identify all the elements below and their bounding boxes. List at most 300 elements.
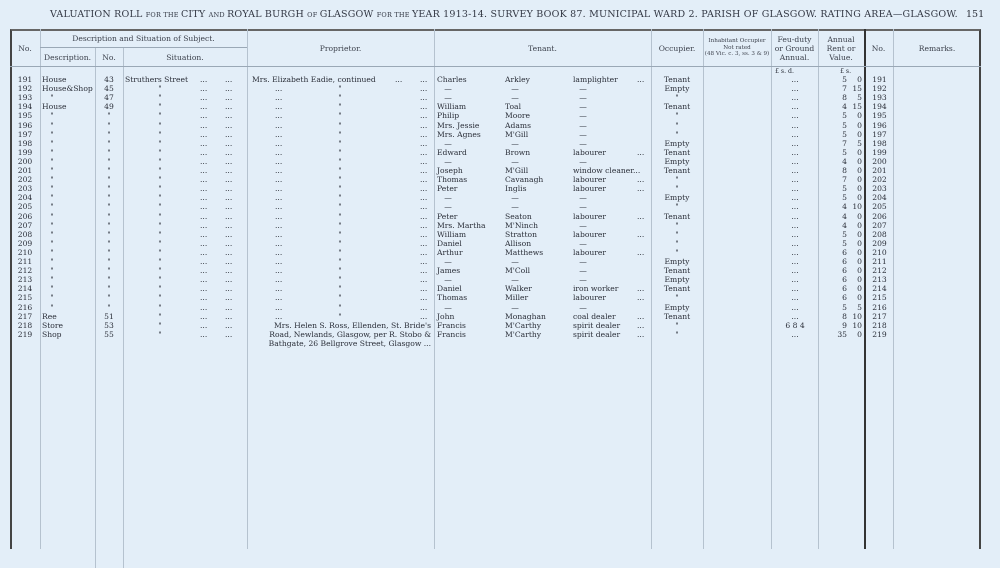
tenant-surname: M'Gill: [505, 166, 529, 175]
street-number: ": [107, 147, 111, 157]
tenant-surname: Monaghan: [505, 311, 546, 321]
tenant-first-name: Mrs. Jessie: [437, 120, 480, 130]
leader-dots: ...: [225, 120, 233, 130]
leader-dots: ...: [225, 175, 233, 185]
leader-dots: ...: [275, 238, 283, 248]
tenant-surname: M'Ninch: [505, 220, 538, 230]
leader-dots: ...: [200, 220, 208, 230]
tenant-first-name: William: [437, 102, 467, 112]
leader-dots: ...: [420, 184, 428, 194]
row-number: 210: [17, 247, 33, 257]
occupier: Empty: [664, 156, 690, 166]
rent-shillings: 0: [857, 166, 862, 175]
feu-duty: ...: [791, 184, 799, 194]
occupier: Tenant: [663, 147, 691, 157]
feu-duty: ...: [791, 156, 799, 166]
tenant-occupation: —: [579, 111, 587, 121]
proprietor: ": [338, 202, 342, 212]
proprietor: ": [338, 111, 342, 121]
leader-dots: ...: [420, 257, 428, 266]
divider: [247, 29, 248, 549]
row-number-right: 207: [872, 220, 887, 230]
rent-pounds: 7: [842, 84, 847, 94]
tenant-surname: —: [511, 138, 519, 148]
tenant-first-name: James: [437, 266, 461, 276]
description: ": [50, 184, 54, 194]
header-line: Feu-duty: [777, 35, 812, 44]
row-number-right: 213: [872, 275, 887, 285]
tenant-first-name: —: [444, 302, 452, 312]
situation: ": [158, 193, 162, 203]
rent-pounds: 5: [842, 129, 847, 139]
rent-pounds: 5: [842, 75, 847, 84]
leader-dots: ...: [637, 147, 645, 157]
leader-dots: ...: [200, 293, 208, 303]
leader-dots: ...: [225, 266, 233, 276]
page-number: 151: [966, 9, 985, 20]
rent-pounds: 6: [842, 284, 847, 294]
street-number: ": [107, 120, 111, 130]
leader-dots: ...: [275, 229, 283, 239]
description: ": [50, 120, 54, 130]
tenant-first-name: —: [444, 138, 452, 148]
description: ": [50, 266, 54, 276]
leader-dots: ...: [225, 156, 233, 166]
description: Store: [42, 320, 63, 330]
leader-dots: ...: [225, 84, 233, 94]
tenant-surname: —: [511, 84, 519, 94]
occupier: Tenant: [663, 211, 691, 221]
feu-duty: ...: [791, 311, 799, 321]
proprietor: ": [338, 102, 342, 112]
description: ": [50, 175, 54, 185]
leader-dots: ...: [420, 166, 428, 175]
header-description: Description.: [43, 53, 91, 62]
rent-pounds: 35: [837, 329, 847, 339]
feu-duty: ...: [791, 93, 799, 103]
rent-pounds: 5: [842, 193, 847, 203]
proprietor: ": [338, 184, 342, 194]
leader-dots: ...: [225, 147, 233, 157]
leader-dots: ...: [637, 175, 645, 185]
tenant-surname: —: [511, 193, 519, 203]
tenant-surname: Miller: [505, 293, 529, 303]
leader-dots: ...: [225, 293, 233, 303]
description: ": [50, 202, 54, 212]
tenant-occupation: —: [579, 266, 587, 276]
tenant-surname: Allison: [505, 238, 532, 248]
tenant-occupation: —: [579, 156, 587, 166]
row-number: 194: [17, 102, 33, 112]
row-number: 216: [17, 302, 33, 312]
tenant-occupation: —: [579, 302, 587, 312]
header-no-right: No.: [871, 44, 886, 53]
leader-dots: ...: [420, 302, 428, 312]
rent-shillings: 0: [857, 220, 862, 230]
header-remarks: Remarks.: [918, 44, 956, 53]
leader-dots: ...: [420, 138, 428, 148]
tenant-first-name: —: [444, 93, 452, 103]
description: House&Shop: [42, 84, 93, 94]
leader-dots: ...: [420, 293, 428, 303]
row-number-right: 203: [872, 184, 887, 194]
rent-shillings: 10: [852, 311, 862, 321]
leader-dots: ...: [420, 211, 428, 221]
rent-shillings: 0: [857, 120, 862, 130]
tenant-surname: Matthews: [505, 247, 544, 257]
tenant-first-name: Joseph: [437, 166, 463, 175]
tenant-first-name: Daniel: [437, 284, 462, 294]
rent-shillings: 5: [857, 93, 862, 103]
leader-dots: ...: [420, 238, 428, 248]
occupier: ": [675, 293, 679, 303]
row-number-right: 217: [872, 311, 887, 321]
tenant-surname: Cavanagh: [505, 175, 544, 185]
leader-dots: ...: [200, 284, 208, 294]
leader-dots: ...: [200, 138, 208, 148]
leader-dots: ...: [200, 247, 208, 257]
row-number-right: 200: [872, 156, 887, 166]
leader-dots: ...: [225, 211, 233, 221]
proprietor: ": [338, 275, 342, 285]
street-number: 49: [104, 102, 114, 112]
row-number: 213: [17, 275, 33, 285]
tenant-surname: M'Carthy: [505, 329, 542, 339]
leader-dots: ...: [200, 320, 208, 330]
leader-dots: ...: [200, 156, 208, 166]
row-number-right: 198: [872, 138, 887, 148]
header-occupier: Occupier.: [658, 44, 696, 53]
rent-shillings: 0: [857, 329, 862, 339]
occupier: Empty: [664, 302, 690, 312]
tenant-first-name: Peter: [437, 184, 458, 194]
street-number: ": [107, 156, 111, 166]
occupier: ": [675, 320, 679, 330]
situation: ": [158, 93, 162, 103]
feu-duty: ...: [791, 193, 799, 203]
leader-dots: ...: [275, 275, 283, 285]
row-number-right: 214: [872, 284, 887, 294]
description: ": [50, 275, 54, 285]
rent-pounds: 5: [842, 184, 847, 194]
street-number: 51: [104, 311, 114, 321]
leader-dots: ...: [225, 111, 233, 121]
tenant-occupation: —: [579, 120, 587, 130]
row-number: 204: [17, 193, 33, 203]
rent-pounds: 7: [842, 138, 847, 148]
feu-duty: ...: [791, 302, 799, 312]
rent-pounds: 6: [842, 275, 847, 285]
row-number: 200: [17, 156, 33, 166]
feu-duty: ...: [791, 84, 799, 94]
row-number-right: 192: [872, 84, 887, 94]
proprietor: ": [338, 229, 342, 239]
leader-dots: ...: [420, 75, 428, 84]
feu-duty: ...: [791, 129, 799, 139]
leader-dots: ...: [225, 329, 233, 339]
leader-dots: ...: [275, 147, 283, 157]
proprietor: ": [338, 193, 342, 203]
street-number: ": [107, 257, 111, 266]
tenant-occupation: labourer: [573, 175, 607, 185]
proprietor-continuation: Bathgate, 26 Bellgrove Street, Glasgow ...: [268, 338, 431, 348]
tenant-occupation: labourer: [573, 211, 607, 221]
tenant-occupation: —: [579, 84, 587, 94]
situation: ": [158, 202, 162, 212]
tenant-first-name: Thomas: [437, 175, 468, 185]
description: ": [50, 166, 54, 175]
proprietor: ": [338, 175, 342, 185]
feu-duty: ...: [791, 275, 799, 285]
street-number: ": [107, 293, 111, 303]
situation: ": [158, 247, 162, 257]
rent-pounds: 6: [842, 247, 847, 257]
description: ": [50, 129, 54, 139]
leader-dots: ...: [275, 184, 283, 194]
divider: [123, 48, 124, 568]
proprietor: Mrs. Helen S. Ross, Ellenden, St. Bride's: [273, 320, 431, 330]
occupier: ": [675, 247, 679, 257]
row-number-right: 215: [872, 293, 887, 303]
leader-dots: ...: [420, 84, 428, 94]
tenant-surname: Seaton: [505, 211, 532, 221]
feu-duty: ...: [791, 102, 799, 112]
leader-dots: ...: [420, 93, 428, 103]
leader-dots: ...: [225, 129, 233, 139]
divider: [40, 47, 247, 48]
leader-dots: ...: [637, 320, 645, 330]
leader-dots: ...: [420, 111, 428, 121]
tenant-occupation: labourer: [573, 184, 607, 194]
row-number-right: 216: [872, 302, 887, 312]
leader-dots: ...: [200, 311, 208, 321]
leader-dots: ...: [420, 247, 428, 257]
row-number: 193: [17, 93, 33, 103]
description: ": [50, 284, 54, 294]
leader-dots: ...: [225, 166, 233, 175]
feu-duty: ...: [791, 329, 799, 339]
situation: ": [158, 311, 162, 321]
rent-pounds: 5: [842, 229, 847, 239]
description: ": [50, 257, 54, 266]
leader-dots: ...: [225, 311, 233, 321]
leader-dots: ...: [200, 275, 208, 285]
street-number: ": [107, 211, 111, 221]
feu-duty: ...: [791, 211, 799, 221]
street-number: ": [107, 111, 111, 121]
tenant-surname: Toal: [505, 102, 522, 112]
rent-shillings: 0: [857, 266, 862, 276]
leader-dots: ...: [200, 329, 208, 339]
occupier: ": [675, 238, 679, 248]
tenant-first-name: Philip: [437, 111, 460, 121]
proprietor: ": [338, 247, 342, 257]
row-number-right: 195: [872, 111, 887, 121]
leader-dots: ...: [633, 166, 641, 175]
proprietor: ": [338, 293, 342, 303]
row-number-right: 199: [872, 147, 887, 157]
situation: ": [158, 293, 162, 303]
leader-dots: ...: [200, 202, 208, 212]
tenant-first-name: Edward: [437, 147, 467, 157]
description: House: [42, 75, 67, 84]
feu-duty: ...: [791, 220, 799, 230]
leader-dots: ...: [275, 257, 283, 266]
proprietor: ": [338, 129, 342, 139]
situation: ": [158, 102, 162, 112]
leader-dots: ...: [275, 111, 283, 121]
description: House: [42, 102, 67, 112]
divider: [818, 29, 819, 549]
tenant-occupation: labourer: [573, 229, 607, 239]
street-number: ": [107, 266, 111, 276]
row-number-right: 211: [872, 257, 887, 266]
situation: ": [158, 147, 162, 157]
feu-duty: ...: [791, 147, 799, 157]
tenant-surname: Arkley: [505, 75, 530, 84]
leader-dots: ...: [225, 320, 233, 330]
title-part: ROYAL BURGH: [227, 9, 308, 20]
row-number: 209: [17, 238, 33, 248]
leader-dots: ...: [275, 211, 283, 221]
leader-dots: ...: [275, 220, 283, 230]
situation: ": [158, 229, 162, 239]
leader-dots: ...: [395, 75, 403, 84]
row-number-right: 197: [872, 129, 887, 139]
row-number: 211: [17, 257, 33, 266]
rent-shillings: 0: [857, 229, 862, 239]
title-part: FOR THE: [376, 11, 412, 19]
leader-dots: ...: [200, 184, 208, 194]
proprietor: ": [338, 257, 342, 266]
leader-dots: ...: [420, 156, 428, 166]
row-number-right: 196: [872, 120, 887, 130]
leader-dots: ...: [200, 238, 208, 248]
proprietor: ": [338, 93, 342, 103]
situation: ": [158, 111, 162, 121]
leader-dots: ...: [225, 284, 233, 294]
tenant-surname: Adams: [505, 120, 531, 130]
feu-duty: 6 8 4: [785, 320, 805, 330]
tenant-occupation: —: [579, 257, 587, 266]
feu-duty: ...: [791, 111, 799, 121]
row-number: 197: [17, 129, 33, 139]
leader-dots: ...: [420, 193, 428, 203]
tenant-first-name: —: [444, 84, 452, 94]
leader-dots: ...: [420, 102, 428, 112]
proprietor: ": [338, 238, 342, 248]
feu-duty: ...: [791, 229, 799, 239]
tenant-surname: —: [511, 93, 519, 103]
header-feu: [771, 35, 818, 62]
tenant-first-name: Francis: [437, 329, 466, 339]
occupier: Tenant: [663, 284, 691, 294]
rent-shillings: 0: [857, 293, 862, 303]
leader-dots: ...: [200, 193, 208, 203]
tenant-first-name: Arthur: [437, 247, 463, 257]
occupier: Tenant: [663, 102, 691, 112]
row-number-right: 209: [872, 238, 887, 248]
rent-shillings: 0: [857, 175, 862, 185]
leader-dots: ...: [637, 311, 645, 321]
description: ": [50, 138, 54, 148]
title-part: GLASGOW: [319, 9, 377, 20]
rent-pounds: 5: [842, 147, 847, 157]
situation: ": [158, 138, 162, 148]
situation: ": [158, 275, 162, 285]
leader-dots: ...: [200, 302, 208, 312]
leader-dots: ...: [420, 175, 428, 185]
leader-dots: ...: [225, 138, 233, 148]
rent-pounds: 6: [842, 293, 847, 303]
leader-dots: ...: [200, 166, 208, 175]
tenant-surname: M'Coll: [505, 266, 531, 276]
tenant-first-name: Charles: [437, 75, 467, 84]
situation: ": [158, 166, 162, 175]
rent-shillings: 10: [852, 320, 862, 330]
header-line: (48 Vic. c. 3, ss. 3 & 9): [704, 51, 770, 57]
rent-pounds: 5: [842, 238, 847, 248]
description: ": [50, 156, 54, 166]
tenant-surname: Walker: [505, 284, 532, 294]
rent-pounds: 6: [842, 257, 847, 266]
situation: ": [158, 257, 162, 266]
header-no: No.: [18, 44, 32, 53]
rent-shillings: 0: [857, 238, 862, 248]
leader-dots: ...: [275, 120, 283, 130]
description: ": [50, 220, 54, 230]
tenant-first-name: —: [444, 275, 452, 285]
header-rent: [818, 35, 864, 62]
leader-dots: ...: [275, 202, 283, 212]
tenant-surname: M'Carthy: [505, 320, 542, 330]
tenant-first-name: —: [444, 202, 452, 212]
leader-dots: ...: [275, 166, 283, 175]
leader-dots: ...: [275, 193, 283, 203]
row-number-right: 212: [872, 266, 887, 276]
leader-dots: ...: [225, 257, 233, 266]
feu-duty: ...: [791, 202, 799, 212]
leader-dots: ...: [275, 302, 283, 312]
rent-pounds: 5: [842, 111, 847, 121]
leader-dots: ...: [275, 175, 283, 185]
leader-dots: ...: [275, 247, 283, 257]
rent-pounds: 7: [842, 175, 847, 185]
row-number: 219: [17, 329, 33, 339]
situation: ": [158, 120, 162, 130]
tenant-surname: —: [511, 156, 519, 166]
description: ": [50, 247, 54, 257]
row-number: 217: [17, 311, 33, 321]
header-line: Rent or: [826, 44, 856, 53]
situation: ": [158, 184, 162, 194]
header-line: Value.: [829, 53, 853, 62]
description: ": [50, 147, 54, 157]
proprietor: ": [338, 84, 342, 94]
tenant-surname: Moore: [505, 111, 531, 121]
occupier: Empty: [664, 84, 690, 94]
description: Shop: [42, 329, 62, 339]
occupier: ": [675, 175, 679, 185]
row-number-right: 210: [872, 247, 887, 257]
rent-pounds: 5: [842, 302, 847, 312]
leader-dots: ...: [225, 220, 233, 230]
row-number: 198: [17, 138, 33, 148]
tenant-surname: Stratton: [505, 229, 537, 239]
occupier: ": [675, 202, 679, 212]
tenant-first-name: —: [444, 257, 452, 266]
leader-dots: ...: [200, 120, 208, 130]
